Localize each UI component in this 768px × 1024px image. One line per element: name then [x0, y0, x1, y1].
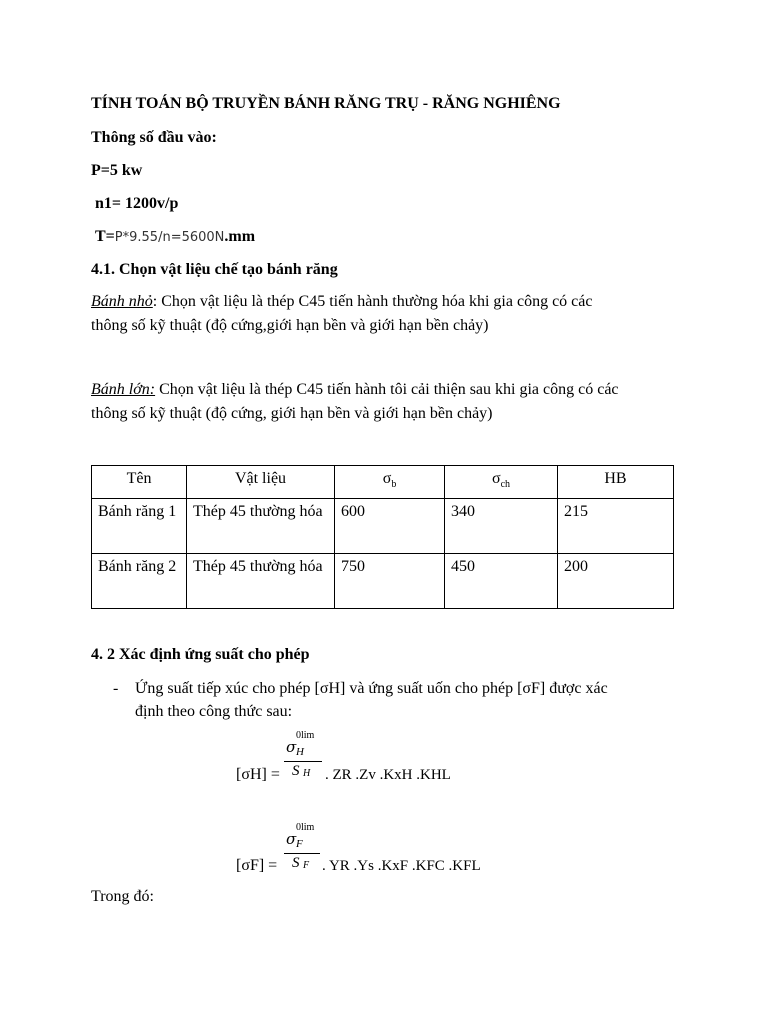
header-vat-lieu: Vật liệu — [187, 466, 335, 499]
header-sigma-b: $\sigma_b$ — [335, 466, 445, 499]
formula-f-fraction — [284, 822, 320, 873]
large-gear-paragraph-line1 — [91, 380, 619, 400]
small-gear-label: Bánh nhỏ — [91, 293, 153, 310]
small-gear-paragraph-line2: thông số kỹ thuật (độ cứng,giới hạn bền và giới hạn bền chảy) — [91, 317, 489, 334]
cell-sigma-ch: 450 — [445, 554, 558, 609]
table-header-row — [92, 466, 674, 499]
cell-sigma-ch: 340 — [445, 499, 558, 554]
speed-line: n1= 1200v/p — [95, 195, 179, 212]
cell-name: Bánh răng 1 — [92, 499, 187, 554]
cell-sigma-b: 750 — [335, 554, 445, 609]
formula-f-rhs: . YR .Ys .KxF .KFC .KFL — [322, 858, 481, 874]
cell-name: Bánh răng 2 — [92, 554, 187, 609]
section-4-1-heading: 4.1. Chọn vật liệu chế tạo bánh răng — [91, 261, 338, 278]
bullet-text-line2: định theo công thức sau: — [135, 703, 293, 720]
cell-hb: 200 — [558, 554, 674, 609]
cell-material: Thép 45 thường hóa — [187, 554, 335, 609]
inputs-heading: Thông số đầu vào: — [91, 129, 217, 146]
formula-h-fraction — [284, 730, 322, 781]
formula-f-denominator: S F — [292, 855, 310, 871]
torque-line — [95, 227, 255, 248]
torque-formula: P*9.55/n=5600N — [114, 230, 225, 245]
cell-material: Thép 45 thường hóa — [187, 499, 335, 554]
trong-do-label: Trong đó: — [91, 888, 154, 905]
formula-h-lhs: [σH] = — [236, 766, 280, 783]
document-title: TÍNH TOÁN BỘ TRUYỀN BÁNH RĂNG TRỤ - RĂNG NGHIÊNG — [91, 95, 561, 112]
header-sigma-ch: $\sigma_{ch}$ — [445, 466, 558, 499]
cell-hb: 215 — [558, 499, 674, 554]
header-hb: HB — [558, 466, 674, 499]
formula-h-denominator: S H — [292, 763, 311, 779]
formula-h-rhs: . ZR .Zv .KxH .KHL — [325, 767, 451, 783]
formula-f-fraction-bar — [284, 853, 320, 854]
table-row — [92, 499, 674, 554]
formula-f-numerator: σ 0lim F — [286, 822, 315, 850]
section-4-2-heading: 4. 2 Xác định ứng suất cho phép — [91, 646, 310, 663]
torque-prefix: T= — [95, 228, 115, 245]
small-gear-paragraph-line1 — [91, 292, 592, 312]
small-gear-text: : Chọn vật liệu là thép C45 tiến hành thường hóa khi gia công có các — [152, 293, 593, 310]
formula-f-lhs: [σF] = — [236, 857, 278, 874]
formula-h-numerator: σ 0lim H — [286, 730, 315, 758]
cell-sigma-b: 600 — [335, 499, 445, 554]
power-line: P=5 kw — [91, 162, 143, 179]
large-gear-label: Bánh lớn: — [91, 381, 156, 398]
table-row — [92, 554, 674, 609]
formula-h-fraction-bar — [284, 761, 322, 762]
bullet-text-line1: Ứng suất tiếp xúc cho phép [σH] và ứng suất uốn cho phép [σF] được xác — [135, 680, 608, 697]
header-ten: Tên — [92, 466, 187, 499]
large-gear-text: Chọn vật liệu là thép C45 tiến hành tôi cải thiện sau khi gia công có các — [155, 381, 619, 398]
torque-suffix: .mm — [224, 228, 256, 245]
bullet-marker: - — [113, 680, 119, 697]
large-gear-paragraph-line2: thông số kỹ thuật (độ cứng, giới hạn bền và giới hạn bền chảy) — [91, 405, 493, 422]
material-table — [91, 465, 674, 609]
